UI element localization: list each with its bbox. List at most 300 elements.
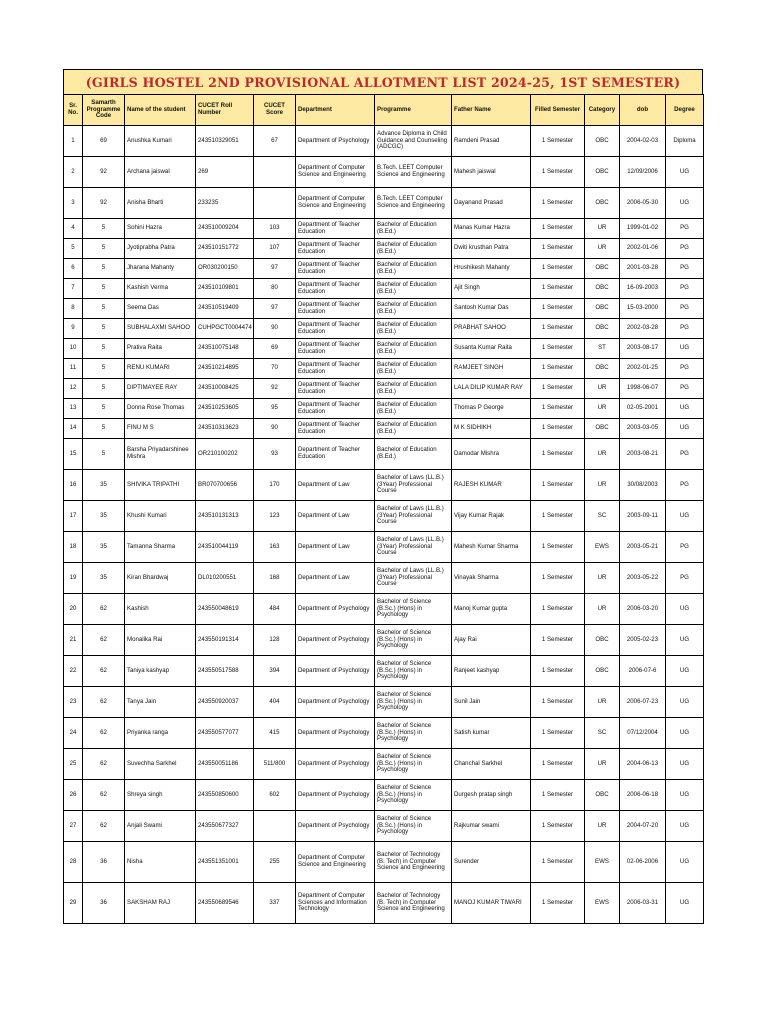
degree-cell: Diploma <box>666 126 704 157</box>
category-cell: OBC <box>585 299 620 319</box>
programme-code-cell: 5 <box>83 439 125 470</box>
department-cell: Department of Psychology <box>296 811 375 842</box>
department-cell: Department of Computer Science and Engineering <box>296 842 375 883</box>
category-cell: UR <box>585 399 620 419</box>
table-body <box>64 126 704 924</box>
programme-code-cell: 35 <box>83 563 125 594</box>
semester-cell: 1 Semester <box>531 811 585 842</box>
programme-code-cell: 62 <box>83 718 125 749</box>
programme-code-cell: 5 <box>83 319 125 339</box>
sr-no-cell: 25 <box>64 749 83 780</box>
category-cell: ST <box>585 339 620 359</box>
student-name-cell: Nisha <box>125 842 196 883</box>
programme-code-cell: 5 <box>83 219 125 239</box>
father-name-cell: Ajit Singh <box>452 279 531 299</box>
sr-no-cell: 15 <box>64 439 83 470</box>
table-row <box>64 359 704 379</box>
score-cell: 69 <box>254 339 296 359</box>
table-row <box>64 749 704 780</box>
father-name-cell: Satish kumar <box>452 718 531 749</box>
department-cell: Department of Teacher Education <box>296 439 375 470</box>
department-cell: Department of Teacher Education <box>296 419 375 439</box>
roll-number-cell: 243510313623 <box>196 419 254 439</box>
programme-cell: Bachelor of Science (B.Sc.) (Hons) in Psychology <box>375 625 452 656</box>
score-cell: 103 <box>254 219 296 239</box>
programme-cell: Bachelor of Education (B.Ed.) <box>375 319 452 339</box>
programme-cell: Bachelor of Science (B.Sc.) (Hons) in Psychology <box>375 656 452 687</box>
dob-cell: 2003-05-21 <box>620 532 666 563</box>
dob-cell: 1998-06-07 <box>620 379 666 399</box>
programme-cell: Bachelor of Education (B.Ed.) <box>375 419 452 439</box>
programme-cell: Bachelor of Laws (LL.B.) (3Year) Professional Course <box>375 563 452 594</box>
semester-cell: 1 Semester <box>531 749 585 780</box>
score-cell: 163 <box>254 532 296 563</box>
programme-cell: Bachelor of Science (B.Sc.) (Hons) in Psychology <box>375 811 452 842</box>
father-name-cell: Vinayak Sharma <box>452 563 531 594</box>
dob-cell: 2003-09-11 <box>620 501 666 532</box>
roll-number-cell: CUHPGCT0004474 <box>196 319 254 339</box>
father-name-cell: Surender <box>452 842 531 883</box>
sr-no-cell: 19 <box>64 563 83 594</box>
degree-cell: PG <box>666 319 704 339</box>
category-cell: OBC <box>585 359 620 379</box>
semester-cell: 1 Semester <box>531 319 585 339</box>
roll-number-cell: 243510109801 <box>196 279 254 299</box>
father-name-cell: PRABHAT SAHOO <box>452 319 531 339</box>
sr-no-cell: 14 <box>64 419 83 439</box>
student-name-cell: Anisha Bharti <box>125 188 196 219</box>
department-cell: Department of Teacher Education <box>296 379 375 399</box>
score-cell <box>254 811 296 842</box>
father-name-cell: RAMJEET SINGH <box>452 359 531 379</box>
student-name-cell: Taniya kashyap <box>125 656 196 687</box>
semester-cell: 1 Semester <box>531 359 585 379</box>
table-row <box>64 594 704 625</box>
degree-cell: PG <box>666 532 704 563</box>
semester-cell: 1 Semester <box>531 563 585 594</box>
semester-cell: 1 Semester <box>531 470 585 501</box>
degree-cell: UG <box>666 157 704 188</box>
programme-cell: B.Tech. LEET Computer Science and Engineering <box>375 157 452 188</box>
student-name-cell: Khushi Kumari <box>125 501 196 532</box>
semester-cell: 1 Semester <box>531 279 585 299</box>
dob-cell: 15-03-2000 <box>620 299 666 319</box>
category-cell: EWS <box>585 842 620 883</box>
degree-cell: PG <box>666 259 704 279</box>
category-cell: OBC <box>585 126 620 157</box>
category-cell: OBC <box>585 259 620 279</box>
sr-no-cell: 28 <box>64 842 83 883</box>
column-header: Father Name <box>452 95 531 126</box>
student-name-cell: Tanya Jain <box>125 687 196 718</box>
category-cell: UR <box>585 379 620 399</box>
degree-cell: UG <box>666 399 704 419</box>
sr-no-cell: 27 <box>64 811 83 842</box>
department-cell: Department of Law <box>296 563 375 594</box>
column-header: Sr. No. <box>64 95 83 126</box>
column-header: Category <box>585 95 620 126</box>
programme-code-cell: 62 <box>83 780 125 811</box>
score-cell: 484 <box>254 594 296 625</box>
programme-code-cell: 62 <box>83 811 125 842</box>
score-cell: 123 <box>254 501 296 532</box>
father-name-cell: Mahesh jaiswal <box>452 157 531 188</box>
father-name-cell: Thomas P George <box>452 399 531 419</box>
sr-no-cell: 17 <box>64 501 83 532</box>
score-cell: 394 <box>254 656 296 687</box>
student-name-cell: Sohini Hazra <box>125 219 196 239</box>
score-cell: 107 <box>254 239 296 259</box>
student-name-cell: Suvechha Sarkhel <box>125 749 196 780</box>
semester-cell: 1 Semester <box>531 339 585 359</box>
score-cell <box>254 157 296 188</box>
category-cell: UR <box>585 439 620 470</box>
department-cell: Department of Teacher Education <box>296 299 375 319</box>
department-cell: Department of Teacher Education <box>296 359 375 379</box>
table-row <box>64 157 704 188</box>
dob-cell: 2006-03-31 <box>620 883 666 924</box>
degree-cell: PG <box>666 359 704 379</box>
sr-no-cell: 7 <box>64 279 83 299</box>
sr-no-cell: 12 <box>64 379 83 399</box>
score-cell: 90 <box>254 319 296 339</box>
student-name-cell: Priyanka ranga <box>125 718 196 749</box>
degree-cell: UG <box>666 419 704 439</box>
roll-number-cell: 243510044119 <box>196 532 254 563</box>
programme-code-cell: 62 <box>83 687 125 718</box>
roll-number-cell: 243550051186 <box>196 749 254 780</box>
sr-no-cell: 1 <box>64 126 83 157</box>
father-name-cell: Manoj Kumar gupta <box>452 594 531 625</box>
programme-code-cell: 69 <box>83 126 125 157</box>
dob-cell: 2005-02-23 <box>620 625 666 656</box>
score-cell: 168 <box>254 563 296 594</box>
allotment-sheet <box>63 69 703 924</box>
table-row <box>64 780 704 811</box>
programme-code-cell: 35 <box>83 470 125 501</box>
semester-cell: 1 Semester <box>531 780 585 811</box>
sr-no-cell: 29 <box>64 883 83 924</box>
department-cell: Department of Computer Science and Engineering <box>296 188 375 219</box>
dob-cell: 02-06-2006 <box>620 842 666 883</box>
programme-cell: Bachelor of Education (B.Ed.) <box>375 339 452 359</box>
father-name-cell: Damodar Mishra <box>452 439 531 470</box>
semester-cell: 1 Semester <box>531 718 585 749</box>
roll-number-cell: 243510131313 <box>196 501 254 532</box>
roll-number-cell: 243510329051 <box>196 126 254 157</box>
department-cell: Department of Law <box>296 501 375 532</box>
sheet-title: (GIRLS HOSTEL 2ND PROVISIONAL ALLOTMENT LIST 2024-25, 1ST SEMESTER) <box>63 69 703 94</box>
semester-cell: 1 Semester <box>531 188 585 219</box>
programme-code-cell: 5 <box>83 239 125 259</box>
programme-code-cell: 36 <box>83 842 125 883</box>
father-name-cell: Vijay Kumar Rajak <box>452 501 531 532</box>
column-header: CUCET Roll Number <box>196 95 254 126</box>
roll-number-cell: 243550048619 <box>196 594 254 625</box>
semester-cell: 1 Semester <box>531 687 585 718</box>
table-row <box>64 470 704 501</box>
score-cell: 255 <box>254 842 296 883</box>
semester-cell: 1 Semester <box>531 126 585 157</box>
degree-cell: UG <box>666 883 704 924</box>
sr-no-cell: 5 <box>64 239 83 259</box>
score-cell: 511/800 <box>254 749 296 780</box>
programme-code-cell: 5 <box>83 299 125 319</box>
table-row <box>64 419 704 439</box>
programme-code-cell: 5 <box>83 279 125 299</box>
sr-no-cell: 4 <box>64 219 83 239</box>
father-name-cell: Hrushikesh Mahanty <box>452 259 531 279</box>
sr-no-cell: 26 <box>64 780 83 811</box>
programme-cell: Bachelor of Science (B.Sc.) (Hons) in Psychology <box>375 780 452 811</box>
semester-cell: 1 Semester <box>531 883 585 924</box>
degree-cell: UG <box>666 501 704 532</box>
roll-number-cell: 243510151772 <box>196 239 254 259</box>
student-name-cell: Anushka Kumari <box>125 126 196 157</box>
programme-cell: Advance Diploma in Child Guidance and Counseling (ADCGC) <box>375 126 452 157</box>
semester-cell: 1 Semester <box>531 419 585 439</box>
category-cell: OBC <box>585 419 620 439</box>
degree-cell: PG <box>666 439 704 470</box>
sr-no-cell: 10 <box>64 339 83 359</box>
degree-cell: PG <box>666 239 704 259</box>
table-row <box>64 279 704 299</box>
roll-number-cell: 243510009204 <box>196 219 254 239</box>
sr-no-cell: 20 <box>64 594 83 625</box>
roll-number-cell: DL010200551 <box>196 563 254 594</box>
dob-cell: 2006-05-30 <box>620 188 666 219</box>
degree-cell: UG <box>666 749 704 780</box>
roll-number-cell: 243550577077 <box>196 718 254 749</box>
student-name-cell: Anjali Swami <box>125 811 196 842</box>
programme-code-cell: 62 <box>83 656 125 687</box>
category-cell: UR <box>585 470 620 501</box>
dob-cell: 2003-08-17 <box>620 339 666 359</box>
dob-cell: 2002-01-25 <box>620 359 666 379</box>
semester-cell: 1 Semester <box>531 656 585 687</box>
programme-code-cell: 5 <box>83 259 125 279</box>
student-name-cell: Archana jaiswal <box>125 157 196 188</box>
category-cell: OBC <box>585 157 620 188</box>
score-cell: 93 <box>254 439 296 470</box>
semester-cell: 1 Semester <box>531 532 585 563</box>
category-cell: SC <box>585 501 620 532</box>
roll-number-cell: 243510519409 <box>196 299 254 319</box>
roll-number-cell: 243510075148 <box>196 339 254 359</box>
father-name-cell: Ramdeni Prasad <box>452 126 531 157</box>
student-name-cell: Jyotiprabha Patra <box>125 239 196 259</box>
semester-cell: 1 Semester <box>531 501 585 532</box>
column-header: Filled Semester <box>531 95 585 126</box>
father-name-cell: Susanta Kumar Raita <box>452 339 531 359</box>
score-cell: 97 <box>254 259 296 279</box>
category-cell: EWS <box>585 883 620 924</box>
score-cell <box>254 188 296 219</box>
semester-cell: 1 Semester <box>531 379 585 399</box>
category-cell: OBC <box>585 656 620 687</box>
programme-cell: Bachelor of Education (B.Ed.) <box>375 219 452 239</box>
category-cell: SC <box>585 718 620 749</box>
programme-code-cell: 5 <box>83 399 125 419</box>
score-cell: 95 <box>254 399 296 419</box>
degree-cell: PG <box>666 470 704 501</box>
programme-code-cell: 5 <box>83 379 125 399</box>
father-name-cell: Mahesh Kumar Sharma <box>452 532 531 563</box>
student-name-cell: Kiran Bhardwaj <box>125 563 196 594</box>
degree-cell: UG <box>666 811 704 842</box>
programme-cell: Bachelor of Laws (LL.B.) (3Year) Professional Course <box>375 470 452 501</box>
student-name-cell: Tamanna Sharma <box>125 532 196 563</box>
score-cell: 90 <box>254 419 296 439</box>
student-name-cell: FINU M S <box>125 419 196 439</box>
student-name-cell: Barsha Priyadarshinee Mishra <box>125 439 196 470</box>
category-cell: EWS <box>585 532 620 563</box>
roll-number-cell: 243510253605 <box>196 399 254 419</box>
dob-cell: 02-05-2001 <box>620 399 666 419</box>
department-cell: Department of Teacher Education <box>296 279 375 299</box>
column-header: CUCET Score <box>254 95 296 126</box>
degree-cell: UG <box>666 188 704 219</box>
dob-cell: 2003-08-21 <box>620 439 666 470</box>
roll-number-cell: 243550689546 <box>196 883 254 924</box>
programme-cell: Bachelor of Technology (B. Tech) in Computer Science and Engineering <box>375 842 452 883</box>
programme-code-cell: 5 <box>83 339 125 359</box>
programme-cell: Bachelor of Education (B.Ed.) <box>375 379 452 399</box>
table-row <box>64 563 704 594</box>
department-cell: Department of Teacher Education <box>296 399 375 419</box>
student-name-cell: Donna Rose Thomas <box>125 399 196 419</box>
roll-number-cell: 243510214895 <box>196 359 254 379</box>
table-row <box>64 625 704 656</box>
sr-no-cell: 2 <box>64 157 83 188</box>
programme-cell: Bachelor of Science (B.Sc.) (Hons) in Psychology <box>375 718 452 749</box>
dob-cell: 12/09/2006 <box>620 157 666 188</box>
programme-cell: Bachelor of Science (B.Sc.) (Hons) in Psychology <box>375 594 452 625</box>
score-cell: 602 <box>254 780 296 811</box>
father-name-cell: Manas Kumar Hazra <box>452 219 531 239</box>
category-cell: UR <box>585 594 620 625</box>
student-name-cell: SUBHALAXMI SAHOO <box>125 319 196 339</box>
dob-cell: 07/12/2004 <box>620 718 666 749</box>
degree-cell: PG <box>666 219 704 239</box>
roll-number-cell: BR070700656 <box>196 470 254 501</box>
sr-no-cell: 16 <box>64 470 83 501</box>
department-cell: Department of Psychology <box>296 594 375 625</box>
degree-cell: PG <box>666 379 704 399</box>
category-cell: OBC <box>585 625 620 656</box>
table-row <box>64 718 704 749</box>
table-row <box>64 339 704 359</box>
department-cell: Department of Psychology <box>296 625 375 656</box>
table-row <box>64 259 704 279</box>
degree-cell: UG <box>666 842 704 883</box>
score-cell: 97 <box>254 299 296 319</box>
score-cell: 404 <box>254 687 296 718</box>
department-cell: Department of Teacher Education <box>296 219 375 239</box>
dob-cell: 2003-05-22 <box>620 563 666 594</box>
semester-cell: 1 Semester <box>531 439 585 470</box>
dob-cell: 2006-07-6 <box>620 656 666 687</box>
father-name-cell: Ranjeet kashyap <box>452 656 531 687</box>
student-name-cell: Kashish <box>125 594 196 625</box>
programme-cell: Bachelor of Education (B.Ed.) <box>375 439 452 470</box>
semester-cell: 1 Semester <box>531 594 585 625</box>
degree-cell: UG <box>666 687 704 718</box>
sr-no-cell: 3 <box>64 188 83 219</box>
semester-cell: 1 Semester <box>531 625 585 656</box>
dob-cell: 2001-03-28 <box>620 259 666 279</box>
degree-cell: PG <box>666 299 704 319</box>
degree-cell: UG <box>666 594 704 625</box>
column-header: Department <box>296 95 375 126</box>
table-row <box>64 439 704 470</box>
programme-cell: Bachelor of Education (B.Ed.) <box>375 239 452 259</box>
programme-code-cell: 5 <box>83 419 125 439</box>
father-name-cell: M K SIDHIKH <box>452 419 531 439</box>
programme-code-cell: 62 <box>83 625 125 656</box>
degree-cell: UG <box>666 339 704 359</box>
sr-no-cell: 21 <box>64 625 83 656</box>
semester-cell: 1 Semester <box>531 259 585 279</box>
sr-no-cell: 9 <box>64 319 83 339</box>
dob-cell: 2002-01-06 <box>620 239 666 259</box>
dob-cell: 1999-01-02 <box>620 219 666 239</box>
table-row <box>64 239 704 259</box>
father-name-cell: Durgesh pratap singh <box>452 780 531 811</box>
programme-code-cell: 62 <box>83 749 125 780</box>
sr-no-cell: 11 <box>64 359 83 379</box>
dob-cell: 2006-07-23 <box>620 687 666 718</box>
table-row <box>64 811 704 842</box>
programme-code-cell: 35 <box>83 501 125 532</box>
score-cell: 128 <box>254 625 296 656</box>
programme-cell: Bachelor of Education (B.Ed.) <box>375 299 452 319</box>
roll-number-cell: 243550677327 <box>196 811 254 842</box>
table-row <box>64 883 704 924</box>
department-cell: Department of Teacher Education <box>296 339 375 359</box>
table-row <box>64 399 704 419</box>
roll-number-cell: 243510008425 <box>196 379 254 399</box>
father-name-cell: Dayanand Prasad <box>452 188 531 219</box>
score-cell: 67 <box>254 126 296 157</box>
programme-cell: Bachelor of Education (B.Ed.) <box>375 399 452 419</box>
department-cell: Department of Teacher Education <box>296 259 375 279</box>
score-cell: 92 <box>254 379 296 399</box>
score-cell: 170 <box>254 470 296 501</box>
dob-cell: 2002-03-28 <box>620 319 666 339</box>
programme-cell: Bachelor of Education (B.Ed.) <box>375 359 452 379</box>
department-cell: Department of Teacher Education <box>296 319 375 339</box>
semester-cell: 1 Semester <box>531 842 585 883</box>
roll-number-cell: OR210100202 <box>196 439 254 470</box>
department-cell: Department of Psychology <box>296 687 375 718</box>
sr-no-cell: 23 <box>64 687 83 718</box>
category-cell: UR <box>585 219 620 239</box>
sr-no-cell: 22 <box>64 656 83 687</box>
dob-cell: 30/08/2003 <box>620 470 666 501</box>
sr-no-cell: 6 <box>64 259 83 279</box>
table-row <box>64 126 704 157</box>
student-name-cell: Seema Das <box>125 299 196 319</box>
degree-cell: UG <box>666 718 704 749</box>
programme-code-cell: 5 <box>83 359 125 379</box>
table-row <box>64 842 704 883</box>
sr-no-cell: 24 <box>64 718 83 749</box>
sr-no-cell: 18 <box>64 532 83 563</box>
programme-code-cell: 92 <box>83 188 125 219</box>
dob-cell: 2006-03-20 <box>620 594 666 625</box>
dob-cell: 2003-03-05 <box>620 419 666 439</box>
